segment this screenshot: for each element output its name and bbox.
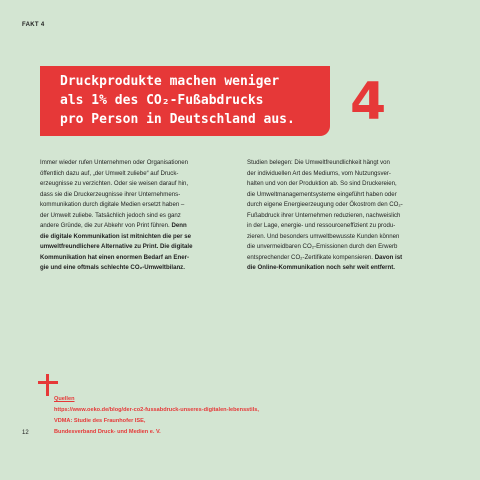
body-line: die digitale Kommunikation ist mitnichten die per se <box>40 232 192 240</box>
source-item: Bundesverband Druck- und Medien e. V. <box>54 429 161 435</box>
body-line: entsprechender CO₂-Zertifikate kompensieren. Davon ist <box>247 253 403 261</box>
plus-icon <box>38 374 60 396</box>
body-line: Kommunikation hat einen enormen Bedarf an Ener- <box>40 253 189 261</box>
body-line: zieren. Und besonders umweltbewusste Kunden können <box>247 232 400 240</box>
body-line: Fußabdruck ihrer Unternehmen reduzieren, nachweislich <box>247 211 401 219</box>
body-line: in der Lage, energie- und ressourceneffizient zu produ- <box>247 222 396 229</box>
body-line: der individuellen Art des Mediums, vom Nutzungsver- <box>247 169 391 177</box>
body-column-left <box>40 158 240 274</box>
body-line: durch eigene Energieerzeugung oder Ökostrom den CO₂- <box>247 201 403 208</box>
headline-line: pro Person in Deutschland aus. <box>60 112 295 127</box>
body-line: erzeugnisse zu verzichten. Oder sie weisen darauf hin, <box>40 180 189 187</box>
body-line: öffentlich dazu auf, „der Umwelt zuliebe“ auf Druck- <box>40 169 179 177</box>
headline-line: Druckprodukte machen weniger <box>60 74 280 89</box>
fact-number: 4 <box>350 72 387 132</box>
sources-block <box>54 394 259 438</box>
source-link[interactable]: https://www.oeko.de/blog/der-co2-fussabdruck-unseres-digitalen-lebensstils, <box>54 407 259 413</box>
body-line: gie und eine oftmals schlechte CO₂-Umweltbilanz. <box>40 264 185 271</box>
headline-box <box>40 66 330 136</box>
body-line: andere Gründe, die zur Abkehr von Print führen. Denn <box>40 222 187 229</box>
body-line: Immer wieder rufen Unternehmen oder Organisationen <box>40 159 189 166</box>
body-line: halten und von der Produktion ab. So sind Druckereien, <box>247 180 397 187</box>
body-line: die Umweltmanagementsysteme eingeführt haben oder <box>247 190 397 198</box>
section-label: FAKT 4 <box>22 22 45 28</box>
body-line: die Online-Kommunikation noch sehr weit entfernt. <box>247 264 395 271</box>
body-line: der Umwelt zuliebe. Tatsächlich jedoch sind es ganz <box>40 211 181 219</box>
sources-title: Quellen <box>54 396 75 402</box>
body-column-right <box>247 158 447 274</box>
page-number: 12 <box>22 430 29 436</box>
body-line: umweltfreundlichere Alternative zu Print. Die digitale <box>40 243 193 250</box>
body-line: kommunikation durch digitale Medien ersetzt haben – <box>40 201 185 208</box>
headline-line: als 1% des CO₂-Fußabdrucks <box>60 93 264 108</box>
body-line: Studien belegen: Die Umweltfreundlichkeit hängt von <box>247 159 390 166</box>
body-line: die unvermeidbaren CO₂-Emissionen durch den Erwerb <box>247 243 398 250</box>
source-item: VDMA: Studie des Fraunhofer ISE, <box>54 418 146 424</box>
body-line: dass sie die Druckerzeugnisse ihrer Unternehmens- <box>40 190 181 198</box>
